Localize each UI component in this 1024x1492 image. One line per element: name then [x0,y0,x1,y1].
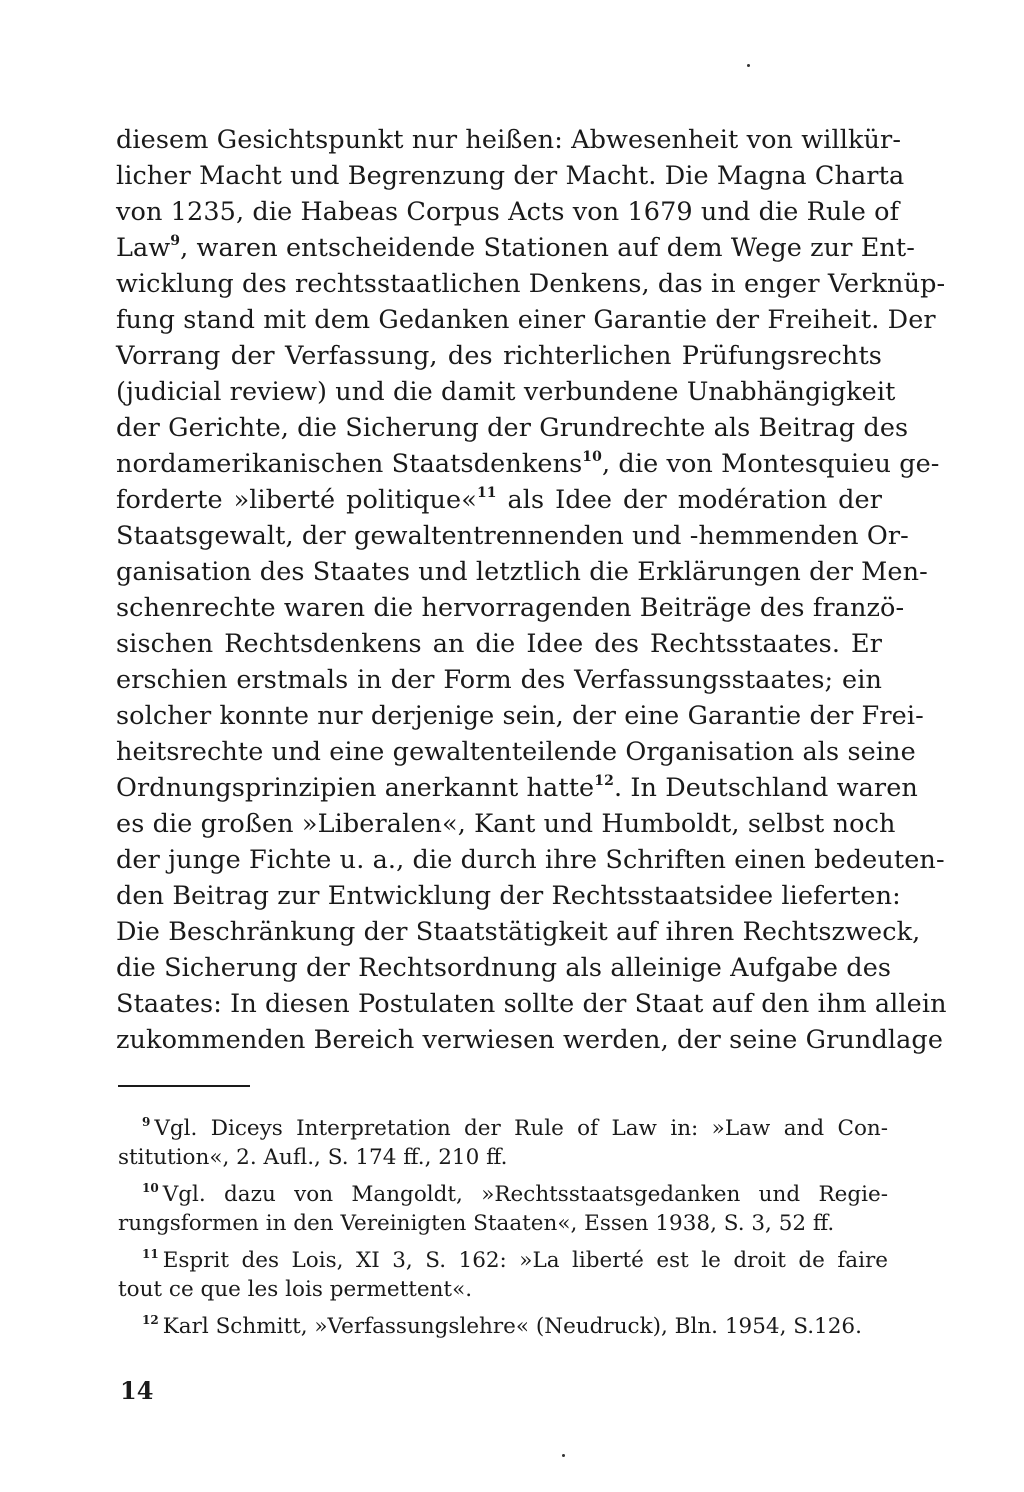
footnote-line: tout ce que les lois permettent«. [118,1277,473,1302]
footnote-number: 9 [142,1115,151,1129]
text-line: solcher konnte nur derjenige sein, der eine Garantie der Frei- [116,701,924,731]
main-text [116,122,947,1058]
print-speck [562,1454,565,1457]
text-line: forderte »liberté politique«$^{11}$ als Idee der modération der [116,485,882,515]
text-line: es die großen »Liberalen«, Kant und Humboldt, selbst noch [116,809,896,839]
text-line: den Beitrag zur Entwicklung der Rechtsstaatsidee lieferten: [116,881,901,911]
text-line: der junge Fichte u. a., die durch ihre Schriften einen bedeuten- [116,845,945,875]
footnote [118,1246,888,1304]
footnote-line: $^9$ Vgl. Diceys Interpretation der Rule of Law in: »Law and Con- [142,1115,888,1141]
text-line: sischen Rechtsdenkens an die Idee des Rechtsstaates. Er [116,629,882,659]
footnote-ref[interactable]: 9 [170,233,181,249]
footnote-line: $^{10}$ Vgl. dazu von Mangoldt, »Rechtsstaatsgedanken und Regie- [142,1181,888,1207]
text-line: (judicial review) und die damit verbundene Unabhängigkeit [116,377,896,407]
text-line: erschien erstmals in der Form des Verfassungsstaates; ein [116,665,882,695]
text-line: Staates: In diesen Postulaten sollte der Staat auf den ihm allein [116,989,947,1019]
footnotes [118,1114,888,1349]
text-line: von 1235, die Habeas Corpus Acts von 1679 und die Rule of [116,197,900,227]
text-line: Law$^9$, waren entscheidende Stationen auf dem Wege zur Ent- [116,233,915,263]
footnote [118,1114,888,1172]
footnote [118,1180,888,1238]
text-line: Staatsgewalt, der gewaltentrennenden und -hemmenden Or- [116,521,909,551]
print-speck [747,64,750,67]
text-line: die Sicherung der Rechtsordnung als alleinige Aufgabe des [116,953,892,983]
text-line: Vorrang der Verfassung, des richterlichen Prüfungsrechts [116,341,882,371]
footnote-ref[interactable]: 10 [582,449,602,465]
footnote-number: 11 [142,1247,159,1261]
footnote-line: $^{12}$ Karl Schmitt, »Verfassungslehre« (Neudruck), Bln. 1954, S.126. [142,1313,862,1339]
footnote-line: rungsformen in den Vereinigten Staaten«, Essen 1938, S. 3, 52 ff. [118,1211,835,1236]
text-line: der Gerichte, die Sicherung der Grundrechte als Beitrag des [116,413,909,443]
footnote-number: 12 [142,1313,159,1327]
text-line: schenrechte waren die hervorragenden Beiträge des franzö- [116,593,905,623]
text-line: zukommenden Bereich verwiesen werden, der seine Grundlage [116,1025,944,1055]
footnote-ref[interactable]: 11 [476,485,497,501]
footnote-number: 10 [142,1181,159,1195]
footnote-ref[interactable]: 12 [594,773,614,789]
text-line: nordamerikanischen Staatsdenkens$^{10}$, die von Montesquieu ge- [116,449,940,479]
text-line: Ordnungsprinzipien anerkannt hatte$^{12}$. In Deutschland waren [116,773,918,803]
footnote-line: $^{11}$ Esprit des Lois, XI 3, S. 162: »La liberté est le droit de faire [142,1247,888,1273]
text-line: licher Macht und Begrenzung der Macht. Die Magna Charta [116,161,905,191]
text-line: ganisation des Staates und letztlich die Erklärungen der Men- [116,557,928,587]
page-number: 14 [120,1376,154,1405]
text-line: heitsrechte und eine gewaltenteilende Organisation als seine [116,737,916,767]
footnote [118,1312,888,1341]
text-line: wicklung des rechtsstaatlichen Denkens, das in enger Verknüp- [116,269,946,299]
text-line: Die Beschränkung der Staatstätigkeit auf ihren Rechtszweck, [116,917,921,947]
footnote-divider [118,1085,250,1087]
footnote-line: stitution«, 2. Aufl., S. 174 ff., 210 ff. [118,1145,508,1170]
text-line: fung stand mit dem Gedanken einer Garantie der Freiheit. Der [116,305,936,335]
text-line: diesem Gesichtspunkt nur heißen: Abwesenheit von willkür- [116,125,902,155]
